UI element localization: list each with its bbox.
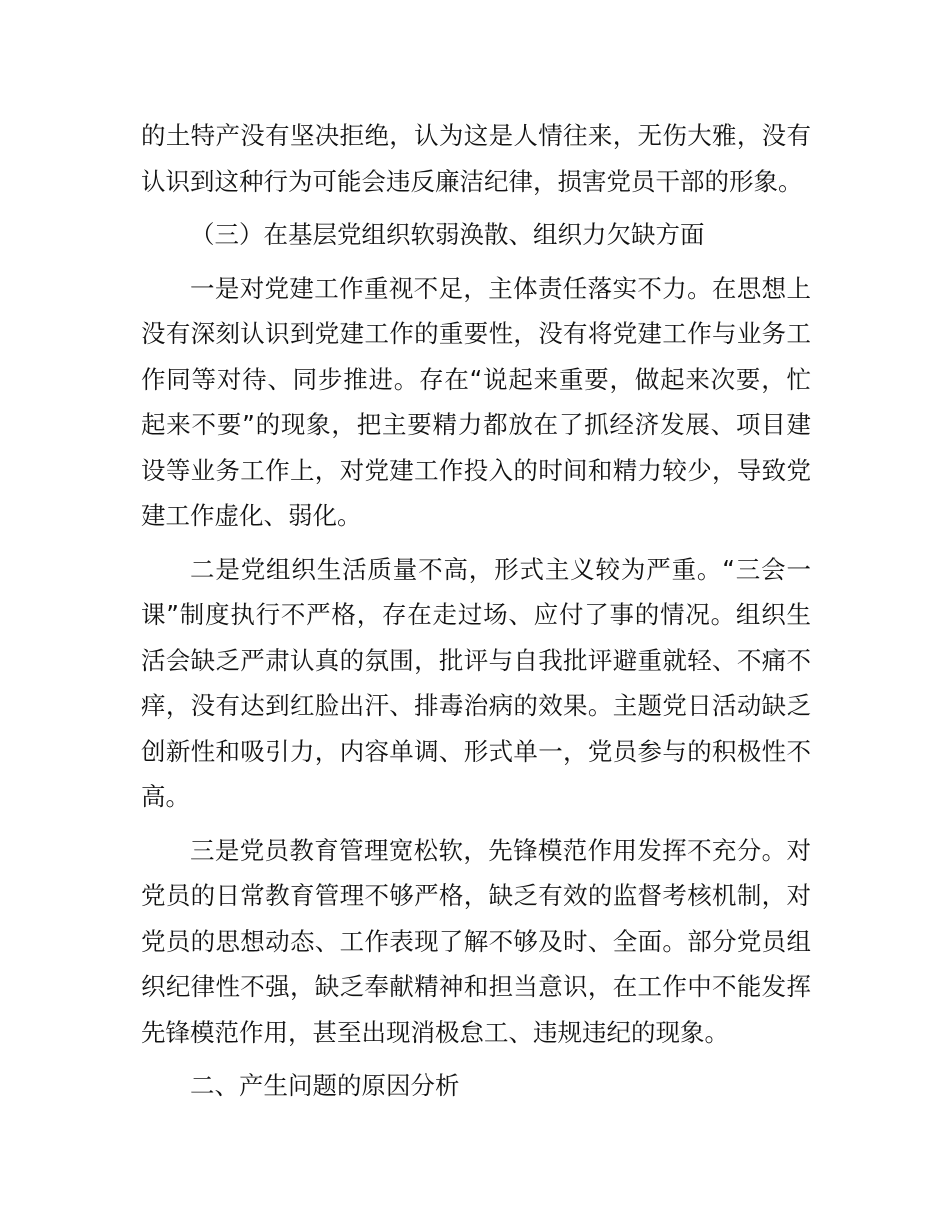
paragraph-point-one: 一是对党建工作重视不足，主体责任落实不力。在思想上没有深刻认识到党建工作的重要性，没有将党建工作与业务工作同等对待、同步推进。存在“说起来重要，做起来次要，忙起来不要”的现象，把主要精力都放在了抓经济发展、项目建设等业务工作上，对党建工作投入的时间和精力较少，导致党建工作虚化、弱化。: [141, 273, 811, 530]
paragraph-point-two: 二是党组织生活质量不高，形式主义较为严重。“三会一课”制度执行不严格，存在走过场、应付了事的情况。组织生活会缺乏严肃认真的氛围，批评与自我批评避重就轻、不痛不痒，没有达到红脸出汗、排毒治病的效果。主题党日活动缺乏创新性和吸引力，内容单调、形式单一，党员参与的积极性不高。: [141, 554, 811, 811]
document-body: [141, 113, 811, 1109]
section-heading-cause-analysis: 二、产生问题的原因分析: [190, 1071, 460, 1100]
paragraph-continuation: 的土特产没有坚决拒绝，认为这是人情往来，无伤大雅，没有认识到这种行为可能会违反廉洁纪律，损害党员干部的形象。: [141, 121, 811, 196]
paragraph-point-three: 三是党员教育管理宽松软，先锋模范作用发挥不充分。对党员的日常教育管理不够严格，缺乏有效的监督考核机制，对党员的思想动态、工作表现了解不够及时、全面。部分党员组织纪律性不强，缺乏奉献精神和担当意识，在工作中不能发挥先锋模范作用，甚至出现消极怠工、违规违纪的现象。: [141, 835, 811, 1047]
subheading-section-three: （三）在基层党组织软弱涣散、组织力欠缺方面: [190, 220, 705, 249]
